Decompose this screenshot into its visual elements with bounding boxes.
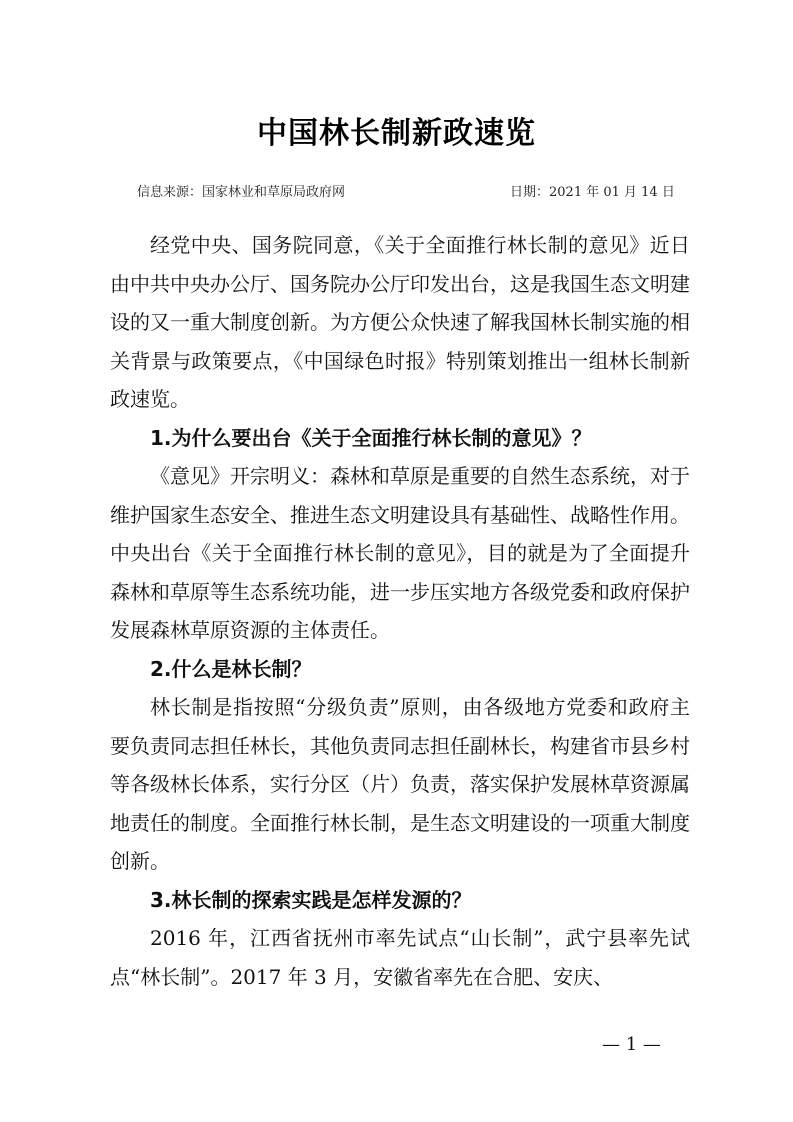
- document-body: [110, 226, 690, 996]
- source-line: 信息来源：国家林业和草原局政府网: [137, 185, 346, 200]
- intro-paragraph: 经党中央、国务院同意，《关于全面推行林长制的意见》近日由中共中央办公厅、国务院办公厅印发出台，这是我国生态文明建设的又一重大制度创新。为方便公众快速了解我国林长制实施的相关背景与政策要点，《中国绿色时报》特别策划推出一组林长制新政速览。: [110, 233, 690, 411]
- section-paragraph-2: 林长制是指按照“分级负责”原则，由各级地方党委和政府主要负责同志担任林长，其他负责同志担任副林长，构建省市县乡村等各级林长体系，实行分区（片）负责，落实保护发展林草资源属地责任的制度。全面推行林长制，是生态文明建设的一项重大制度创新。: [110, 695, 690, 873]
- page-number: — 1 —: [602, 1034, 661, 1055]
- document-title: 中国林长制新政速览: [257, 116, 536, 151]
- section-paragraph-3: 2016 年，江西省抚州市率先试点“山长制”，武宁县率先试点“林长制”。2017 年 3 月，安徽省率先在合肥、安庆、: [110, 926, 690, 989]
- section-heading-3: 3.林长制的探索实践是怎样发源的？: [150, 887, 472, 912]
- section-paragraph-1: 《意见》开宗明义：森林和草原是重要的自然生态系统，对于维护国家生态安全、推进生态文明建设具有基础性、战略性作用。中央出台《关于全面推行林长制的意见》，目的就是为了全面提升森林和草原等生态系统功能，进一步压实地方各级党委和政府保护发展森林草原资源的主体责任。: [110, 464, 690, 642]
- section-heading-1: 1.为什么要出台《关于全面推行林长制的意见》？: [150, 425, 592, 450]
- date-line: 日期：2021 年 01 月 14 日: [510, 185, 675, 200]
- section-heading-2: 2.什么是林长制？: [150, 656, 312, 681]
